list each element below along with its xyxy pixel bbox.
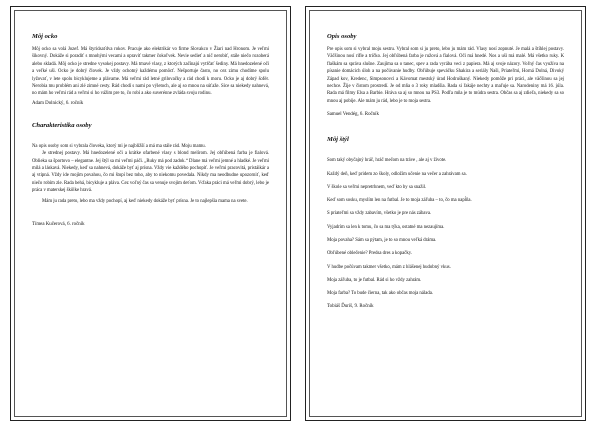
- moj-styl-line: Moja povaha? Sám sa pýtam, je to so mnou veľká dráma.: [327, 238, 437, 244]
- moj-styl-line: Obľúbené oblečenie? Predsa dres a kopačky.: [327, 251, 412, 257]
- moj-styl-line: V škole sa veľmi nepretrhnem, veď kto by sa snažil.: [327, 184, 427, 190]
- essay-p1-charakteristika: Na opis osoby som si vybrala človeka, ktorý mi je najbližší a má ma stále rád. Moju mamu.: [32, 143, 206, 149]
- essay-text-moj-ocko: Môj ocko sa volá Jozef. Má štyridsaťdva rokov. Pracuje ako elektrikár vo firme Slovakco v Žiari nad Hronom. Je veľmi šikovný. Dokáže si poradiť s mnohými vecami a opraviť takmer čokoľvek. Neviе sedieť a nič nerobiť, stále niečo rozoberá alebo skladá. Môj ocko je stredne vysokej postavy. Má tmavé vlasy, z ktorých začínajú vytŕčať šediny. Má hnedozelené oči a veľké uši. Ocko je dobrý človek. Je vždy ochotný každému pomôcť. Nešportuje často, no cez zimu chodíme spolu lyžovať, v lete spolu bicyklujeme a plávame. Má veľmi rád letné grilovačky a rád chodí k moru. Ocko je aj dobrý šofér. Nerobia mu problém ani zlé zimné cesty. Rád chodí s nami po výletoch, ale aj so mnou na súťaže. Sice sa niekedy nahnevá, no mám ho veľmi rád a veľmi si ho vážim pre to, čo robí a ako suverénne zvláda svoju rodinu.: [32, 47, 269, 97]
- essay-p2-charakteristika: Je strednej postavy. Má hnedozelené oči a krátke ofarbené vlasy s blond melírom. Jej obľúbená farba je fialová. Oblieka sa športovo – elegantne. Jej štýl sa mi veľmi páči. „Ruky má pod zadok.“ Dlane má veľmi jemné a hladké. Je veľmi milá a láskavá. Niekedy, keď sa nahnevá, dokáže byť aj prísna. Vždy vie každého pochopiť. Je veľmi pracovitá, pristáikár a aj vtipná. Vždy ide mojím povahou, čo mi štopí bez toho, aby to niekomu povedala. Nikdy ma neodbudne upozorniť, keď niečo robím zle. Rada behá, bicykluje a pláva. Cez voľný čas sa venuje svojim deťom. Vďaka práci má veľmi dobrý, lebo je práca v materskej škôlke hravá.: [32, 151, 269, 194]
- moj-styl-line: Moja záľuba, to je futbal. Rád si ho vždy zahrám.: [327, 277, 422, 283]
- moj-styl-line: Každý deň, keď pridem zo školy, odložím učenie na večer a zahrávam sa.: [327, 171, 467, 177]
- moj-styl-line: Vyjadrím sa len k tomu, čo sa ma týka, ostatné ma nezaujíma.: [327, 224, 445, 230]
- left-page-frame: [14, 10, 287, 417]
- essay-author-moj-ocko: Adam Dolnický, 6. ročník: [32, 100, 84, 106]
- essay-author-moj-styl: Tobiáš Ďuriš, 9. Ročník: [327, 304, 374, 310]
- essay-author-opis-osoby: Samuel Vendég, 6. Ročník: [327, 112, 379, 118]
- essay-author-charakteristika: Tímea Kučerová, 6. ročník: [32, 222, 85, 228]
- right-page: [305, 6, 586, 421]
- essay-title-moj-styl: Môj štýl: [327, 136, 349, 144]
- essay-text-opis-osoby: Pre opis som si vybral moju sestru. Vybral som si ju preto, lebo ju mám rád. Vlasy nosí zopnuté. Je malá a štíhlej postavy. Väčšinou nosí rifle a tričko. Jej obľúbená farba je ružová a fialová. Oči má hnedé. Nos a uši má malé. Má všetko ruky. K flaškám sa správa slušne. Zaujíma sa o tanec, spev a rada vyrába veci z papiera. Má aj svoje názory. Voľný čas využíva na písanie domácich úloh a na počúvanie hudby. Obľúbuje speváčku Shakira a seriály Naši, Priateľmi, Horná Dolná, Divoký Západ kov, Kredenc, Simpsonovci a Kávomat mestský úrad Hodruškaný. Niekedy pomôže pri práci, ale väčšinou sa jej nechce. Žije v čistom prostredí. Je od mňa o 3 roky mladšia. Rada si ľakáje nechtу a maľuje sa. Narodeniny má 16. júla. Rada má filmy Elsa a Barbie. Hráva sa aj so mnou na PS3. Podľa mňa je to múdra sestra. Občas sa aj zdieľa, niekedy sa so mnou aj pobije. Ale mám ju rád, lebo je to moja sestra.: [327, 47, 564, 104]
- essay-title-moj-ocko: Môj ocko: [32, 33, 58, 40]
- moj-styl-line: S priateľmi sa vždy zabavím, všetko je pre nás zábava.: [327, 211, 432, 217]
- essay-p3-charakteristika: Mám ju rada preto, lebo ma vždy pochopí, aj keď niekedy dokáže byť prísna. Je to najlepšia mama na svete.: [42, 198, 248, 204]
- moj-styl-lines: [327, 158, 564, 297]
- essay-title-charakteristika: Charakteristika osoby: [32, 121, 92, 129]
- moj-styl-line: Keď som sosku, myslím len na futbal. Je to moja záľuba – to, čo ma napĺňa.: [327, 198, 472, 204]
- moj-styl-line: Som taký obyčajný hráč, hráč mečom na tráve , ale aj v živote.: [327, 158, 447, 164]
- right-page-frame: [309, 10, 582, 417]
- essay-title-opis-osoby: Opis osoby: [327, 33, 357, 40]
- moj-styl-line: V hudbe počúvam takmer všetko, mám z hlášenej hudobný vkus.: [327, 264, 451, 270]
- left-page: [10, 6, 291, 421]
- moj-styl-line: Moja farba? To bude čierna, tak ako občas moja nálada.: [327, 291, 434, 297]
